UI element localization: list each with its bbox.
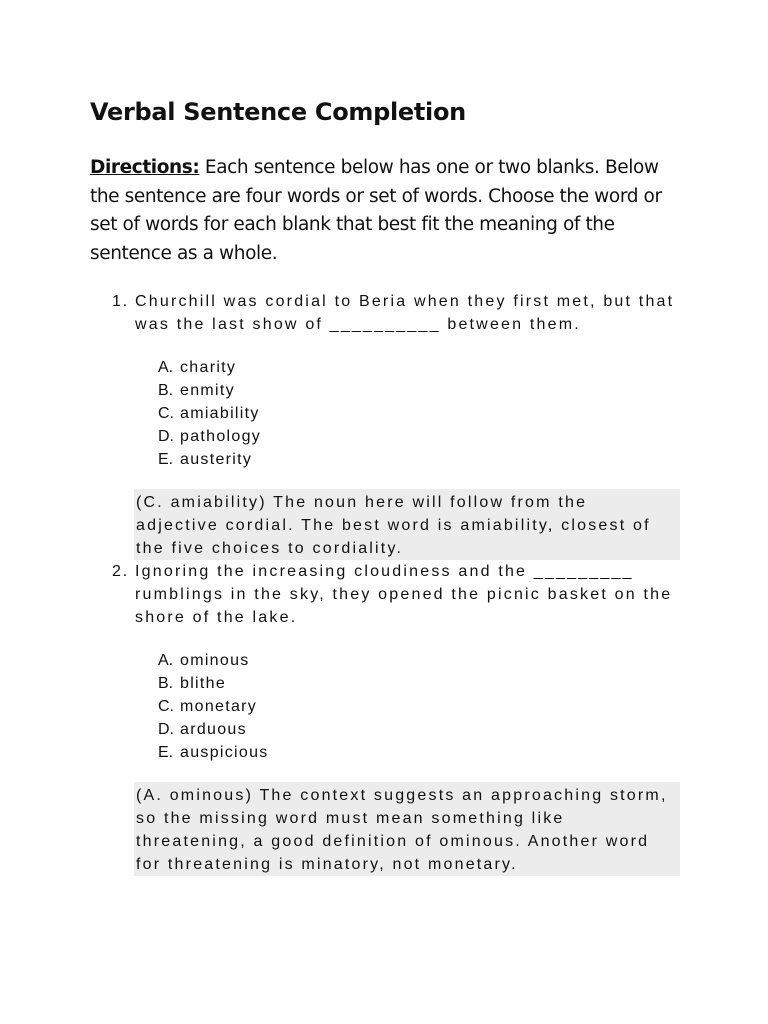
- option-text: charity: [180, 359, 237, 376]
- option-b: [158, 379, 690, 402]
- page-title: Verbal Sentence Completion: [90, 98, 466, 126]
- option-letter: D.: [158, 428, 174, 445]
- question-1: [90, 290, 690, 560]
- option-letter: C.: [158, 698, 174, 715]
- question-2: [90, 560, 690, 876]
- option-d: [158, 425, 690, 448]
- question-number: 1.: [112, 293, 129, 310]
- option-c: [158, 402, 690, 425]
- option-letter: A.: [158, 359, 174, 376]
- option-letter: D.: [158, 721, 174, 738]
- option-letter: A.: [158, 652, 174, 669]
- option-text: auspicious: [180, 744, 269, 761]
- question-number: 2.: [112, 563, 129, 580]
- option-letter: B.: [158, 382, 174, 399]
- option-letter: E.: [158, 744, 174, 761]
- option-letter: C.: [158, 405, 174, 422]
- option-a: [158, 649, 690, 672]
- question-text: Churchill was cordial to Beria when they first met, but that was the last show of __________ between them.: [135, 293, 675, 333]
- option-letter: E.: [158, 451, 174, 468]
- option-text: austerity: [180, 451, 253, 468]
- option-c: [158, 695, 690, 718]
- option-text: enmity: [180, 382, 235, 399]
- answer-options: [158, 649, 690, 764]
- option-a: [158, 356, 690, 379]
- option-text: monetary: [180, 698, 258, 715]
- option-e: [158, 448, 690, 471]
- option-b: [158, 672, 690, 695]
- question-list: [90, 290, 690, 876]
- document-page: [90, 92, 690, 876]
- option-e: [158, 741, 690, 764]
- option-text: ominous: [180, 652, 250, 669]
- directions-text: Each sentence below has one or two blanks. Below the sentence are four words or set of words. Choose the word or set of words for each blank that best fit the meaning of the sentence as a whole.: [90, 157, 662, 264]
- answer-explanation: (A. ominous) The context suggests an approaching storm, so the missing word must mean something like threatening, a good definition of ominous. Another word for threatening is minatory, not monetary.: [134, 782, 680, 876]
- option-text: amiability: [180, 405, 260, 422]
- option-d: [158, 718, 690, 741]
- answer-options: [158, 356, 690, 471]
- option-letter: B.: [158, 675, 174, 692]
- question-text: Ignoring the increasing cloudiness and the _________ rumblings in the sky, they opened the picnic basket on the shore of the lake.: [135, 563, 673, 626]
- option-text: blithe: [180, 675, 227, 692]
- option-text: arduous: [180, 721, 247, 738]
- answer-explanation: (C. amiability) The noun here will follow from the adjective cordial. The best word is amiability, closest of the five choices to cordiality.: [134, 489, 680, 560]
- option-text: pathology: [180, 428, 262, 445]
- directions-label: Directions:: [90, 157, 200, 178]
- directions-paragraph: [90, 154, 690, 268]
